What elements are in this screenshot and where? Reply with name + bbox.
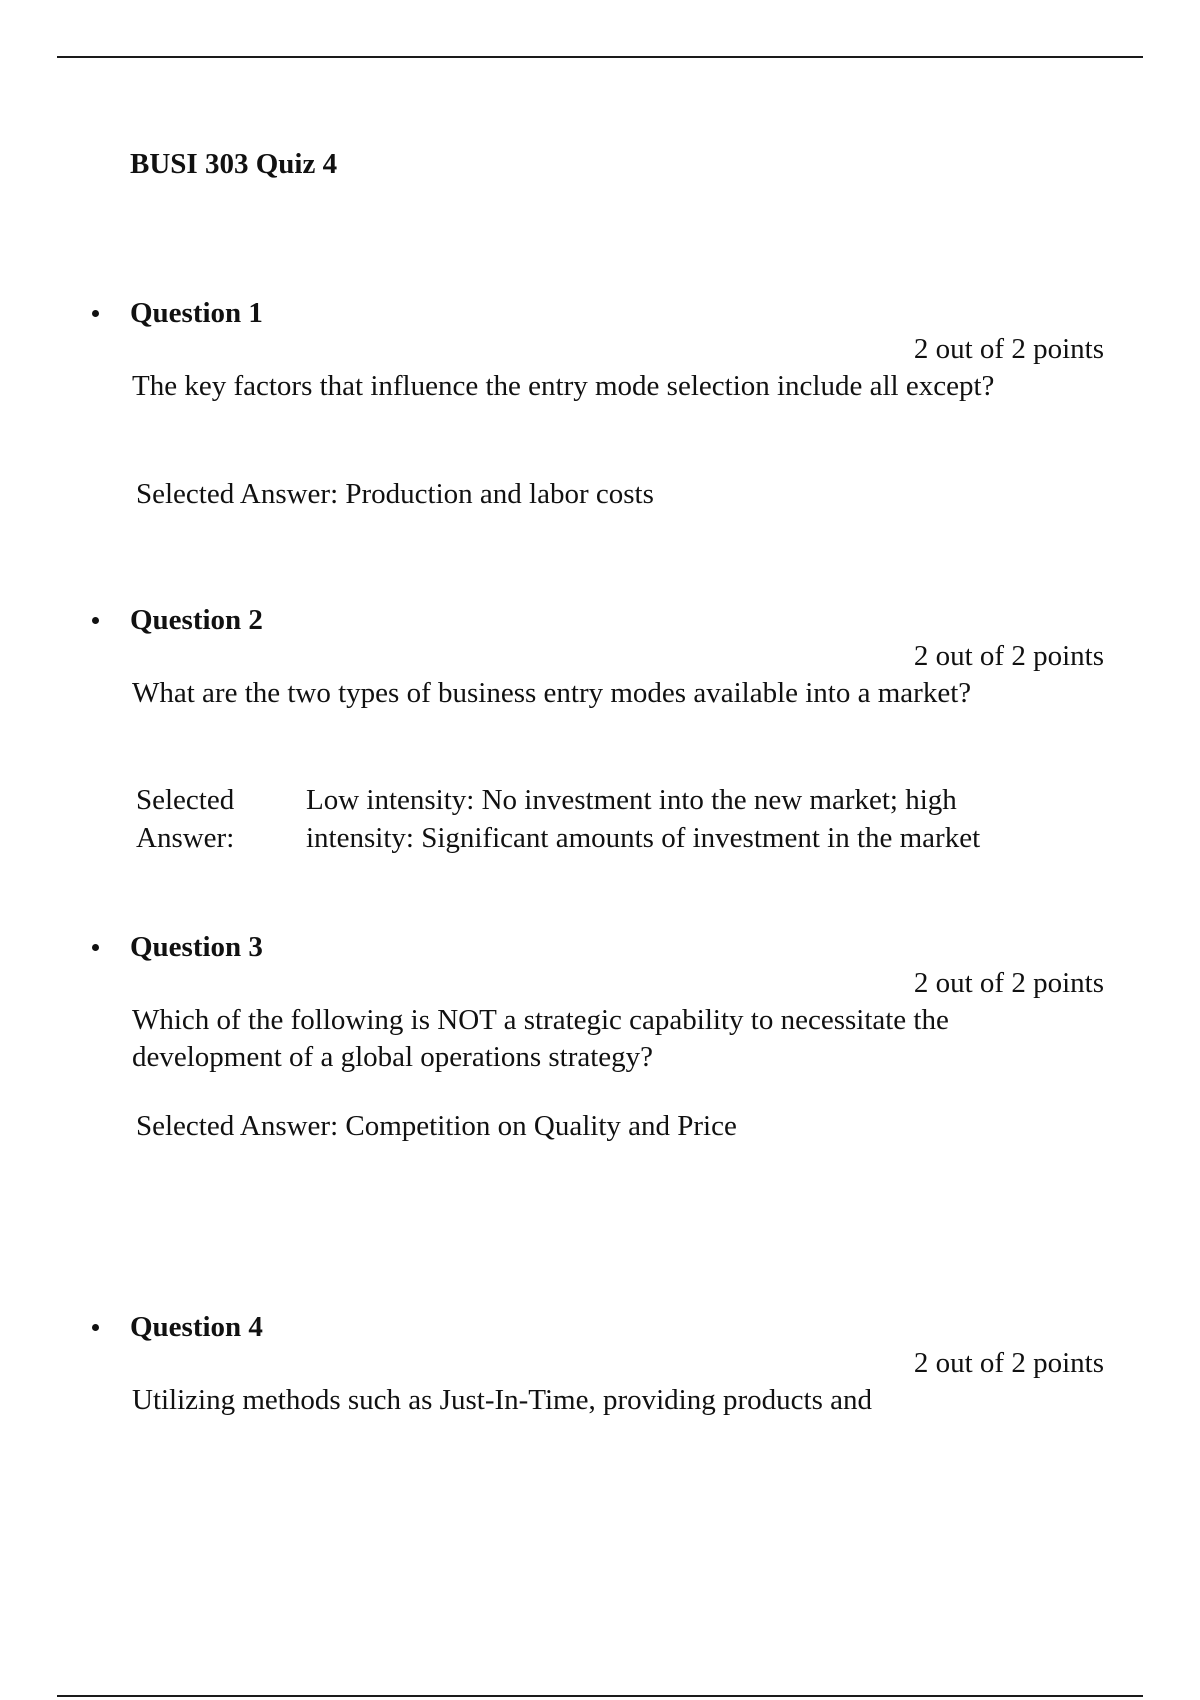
bullet-icon	[92, 1324, 99, 1331]
selected-answer	[136, 781, 1066, 857]
question-points: 2 out of 2 points	[913, 1347, 1104, 1379]
question-points: 2 out of 2 points	[913, 333, 1104, 365]
question-heading: Question 2	[130, 604, 263, 636]
bottom-divider	[57, 1695, 1143, 1697]
question-heading: Question 3	[130, 931, 263, 963]
question-text: Utilizing methods such as Just-In-Time, providing products and	[132, 1384, 872, 1416]
question-text: The key factors that influence the entry mode selection include all except?	[132, 370, 995, 402]
question-text: Which of the following is NOT a strategic capability to necessitate the development of a global operations strategy?	[132, 1004, 949, 1073]
bullet-icon	[92, 617, 99, 624]
question-heading: Question 4	[130, 1311, 263, 1343]
top-divider	[57, 56, 1143, 58]
question-points: 2 out of 2 points	[913, 640, 1104, 672]
question-points: 2 out of 2 points	[913, 967, 1104, 999]
answer-value: Low intensity: No investment into the new market; high intensity: Significant amounts of investment in the market	[306, 784, 981, 854]
question-heading: Question 1	[130, 297, 263, 329]
page-title: BUSI 303 Quiz 4	[130, 148, 338, 180]
question-text: What are the two types of business entry modes available into a market?	[132, 677, 972, 709]
selected-answer: Selected Answer: Competition on Quality and Price	[136, 1110, 737, 1142]
answer-label: Selected Answer:	[136, 784, 235, 854]
selected-answer: Selected Answer: Production and labor costs	[136, 478, 654, 510]
bullet-icon	[92, 310, 99, 317]
bullet-icon	[92, 944, 99, 951]
